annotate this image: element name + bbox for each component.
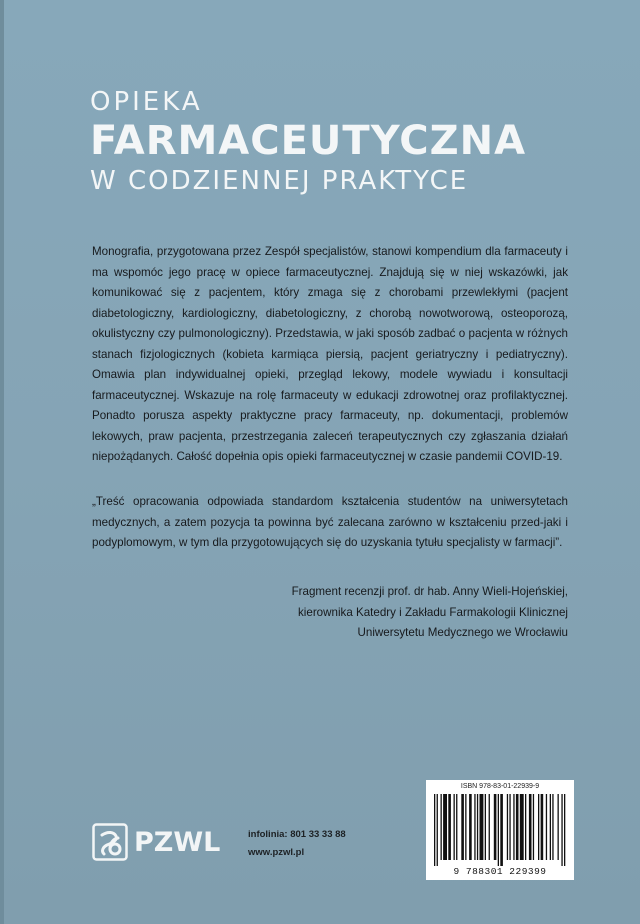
review-attribution: [148, 582, 568, 644]
publisher-logo-text: PZWL: [134, 826, 221, 858]
hotline-text: infolinia: 801 33 33 88: [248, 829, 346, 840]
barcode-bar: [533, 794, 534, 860]
barcode-bar: [552, 794, 553, 860]
title-line-1: OPIEKA: [90, 87, 203, 117]
barcode-bar: [477, 794, 478, 860]
barcode-bar: [443, 794, 447, 860]
barcode-bar: [494, 794, 497, 860]
barcode-bar: [437, 794, 438, 866]
barcode-bar: [465, 794, 466, 860]
barcode-bar: [461, 794, 464, 860]
barcode-bar: [480, 794, 484, 860]
barcode-bar: [520, 794, 524, 860]
barcode-bar: [509, 794, 510, 860]
barcode-bar: [489, 794, 490, 860]
barcode-bar: [474, 794, 475, 860]
barcode-bar: [500, 794, 503, 866]
barcode-bar: [525, 794, 526, 860]
barcode-bar: [516, 794, 519, 860]
title-line-3: W CODZIENNEJ PRAKTYCE: [90, 166, 469, 196]
cover-edge: [0, 0, 4, 924]
pzwl-logo-icon: [92, 823, 128, 861]
barcode-bar: [441, 794, 442, 860]
isbn-label: ISBN 978-83-01-22939-9: [460, 783, 540, 790]
barcode-bar: [507, 794, 508, 860]
publisher-contact: [248, 826, 346, 862]
barcode-bar: [513, 794, 514, 860]
barcode-digits: 9 788301 229399: [453, 866, 547, 877]
barcode-bar: [561, 794, 562, 866]
barcode-bar: [558, 794, 559, 860]
barcode-bar: [498, 794, 499, 866]
review-quote: „Treść opracowania odpowiada standardom kształcenia studentów na uniwersytetach medycznych, a zatem pozycja ta powinna być zalecana zarówno w kształceniu przed-jaki i podyplomowym, w tym dla przygotowujących się do uzyskania tytułu specjalisty w farmacji”.: [92, 495, 568, 549]
barcode-bar: [538, 794, 539, 860]
barcode-bar: [456, 794, 457, 860]
barcode-bar: [469, 794, 472, 860]
attribution-line-1: Fragment recenzji prof. dr hab. Anny Wieli-Hojeńskiej,: [291, 585, 568, 598]
barcode-bar: [448, 794, 451, 860]
title-line-2: FARMACEUTYCZNA: [90, 118, 527, 164]
barcode: [426, 780, 574, 880]
barcode-bar: [546, 794, 547, 860]
attribution-line-3: Uniwersytetu Medycznego we Wrocławiu: [357, 626, 568, 639]
publisher-logo: [92, 823, 220, 861]
barcode-bar: [529, 794, 532, 860]
attribution-line-2: kierownika Katedry i Zakładu Farmakologii Klinicznej: [298, 605, 568, 619]
book-title: [90, 86, 526, 198]
barcode-bars: [432, 794, 568, 866]
barcode-bar: [564, 794, 565, 866]
website-text: www.pzwl.pl: [248, 847, 305, 858]
barcode-bar: [550, 794, 551, 860]
barcode-bar: [434, 794, 435, 866]
barcode-bar: [485, 794, 486, 860]
book-description: Monografia, przygotowana przez Zespół specjalistów, stanowi kompendium dla farmaceuty i ma wspomóc jego pracę w opiece farmaceutycznej. Znajdują się w niej wskazówki, jak komunikować się z pacjentem, który zmaga się z chorobami przewlekłymi (pacjent diabetologiczny, kardiologiczny, diabetologiczny, z chorobą nowotworową, osteoporozą, okulistyczny czy pulmonologiczny). Przedstawia, w jaki sposób zadbać o pacjenta w różnych stanach fizjologicznych (kobieta karmiąca piersią, pacjent geriatryczny i pediatryczny). Omawia plan indywidualnej opieki, przegląd lekowy, modele wywiadu i konsultacji farmaceutycznej. Wskazuje na rolę farmaceuty w edukacji zdrowotnej oraz profilaktycznej. Ponadto porusza aspekty praktyczne pracy farmaceuty, np. dokumentacji, problemów lekowych, praw pacjenta, przestrzegania zaleceń terapeutycznych czy zgłaszania działań niepożądanych. Całość dopełnia opis opieki farmaceutycznej w czasie pandemii COVID-19.: [92, 245, 568, 463]
barcode-bar: [454, 794, 455, 860]
barcode-bar: [541, 794, 544, 860]
